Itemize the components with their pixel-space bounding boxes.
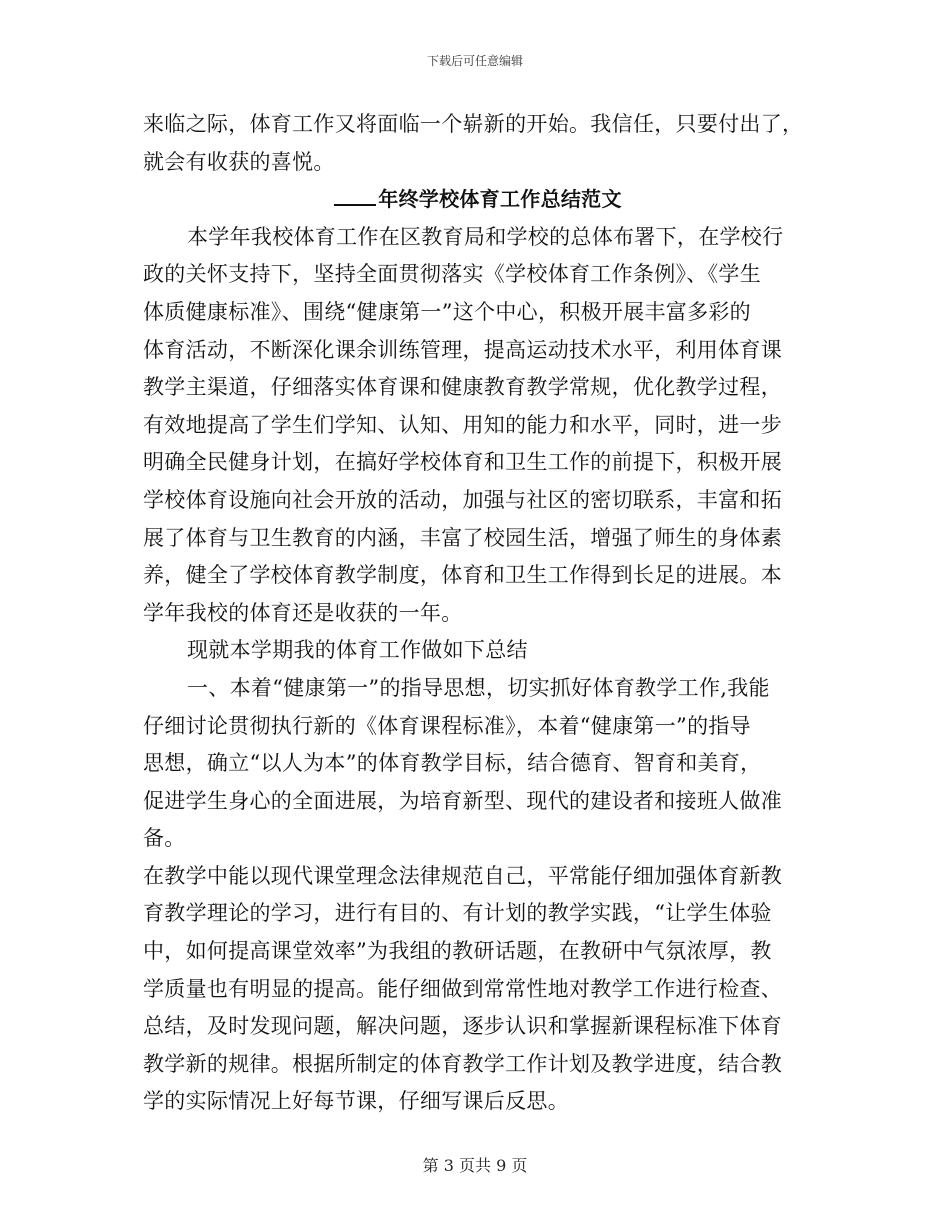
document-body	[143, 106, 813, 1121]
paragraph-line: 展了体育与卫生教育的内涵，丰富了校园生活，增强了师生的身体素	[143, 525, 782, 550]
paragraph-line: 体质健康标准》、围绕“健康第一”这个中心，积极开展丰富多彩的	[143, 299, 751, 324]
paragraph-line: 学年我校的体育还是收获的一年。	[143, 600, 463, 625]
section-title-text: 年终学校体育工作总结范文	[378, 187, 622, 212]
paragraph-line: 本学年我校体育工作在区教育局和学校的总体布署下，在学校行	[187, 224, 784, 249]
paragraph-line: 教学主渠道，仔细落实体育课和健康教育教学常规，优化教学过程，	[143, 375, 782, 400]
paragraph-line: 来临之际，体育工作又将面临一个崭新的开始。我信任，只要付出了，	[143, 112, 804, 136]
page-header: 下载后可任意编辑	[426, 54, 523, 68]
paragraph-line: 有效地提高了学生们学知、认知、用知的能力和水平，同时，进一步	[143, 412, 782, 437]
paragraph-line: 就会有收获的喜悦。	[143, 149, 335, 174]
paragraph-line: 政的关怀支持下，坚持全面贯彻落实《学校体育工作条例》、《学生	[143, 262, 761, 287]
paragraph-line: 在教学中能以现代课堂理念法律规范自己，平常能仔细加强体育新教	[143, 863, 782, 888]
section-title	[143, 181, 813, 219]
paragraph-line: 育教学理论的学习，进行有目的、有计划的教学实践，“让学生体验	[143, 901, 772, 926]
paragraph-line: 学的实际情况上好每节课，仔细写课后反思。	[143, 1089, 569, 1114]
paragraph-line: 明确全民健身计划，在搞好学校体育和卫生工作的前提下，积极开展	[143, 450, 782, 475]
paragraph-line: 现就本学期我的体育工作做如下总结	[187, 638, 528, 663]
paragraph-line: 养，健全了学校体育教学制度，体育和卫生工作得到长足的进展。本	[143, 563, 782, 588]
paragraph-line: 学质量也有明显的提高。能仔细做到常常性地对教学工作进行检查、	[143, 976, 782, 1001]
paragraph-line: 仔细讨论贯彻执行新的《体育课程标准》，本着“健康第一”的指导	[143, 713, 751, 738]
paragraph-line: 中，如何提高课堂效率”为我组的教研话题，在教研中气氛浓厚，教	[143, 939, 772, 964]
paragraph-line: 思想，确立“以人为本”的体育教学目标，结合德育、智育和美育，	[143, 751, 762, 776]
paragraph-line: 备。	[143, 826, 186, 851]
page-footer: 第 3 页共 9 页	[422, 1156, 528, 1175]
paragraph-line: 体育活动，不断深化课余训练管理，提高运动技术水平，利用体育课	[143, 337, 782, 362]
paragraph-line: 总结，及时发现问题，解决问题，逐步认识和掌握新课程标准下体育	[143, 1014, 782, 1039]
paragraph-line: 促进学生身心的全面进展，为培育新型、现代的建设者和接班人做准	[143, 788, 782, 813]
paragraph-line: 教学新的规律。根据所制定的体育教学工作计划及教学进度，结合教	[143, 1051, 782, 1076]
paragraph-line: 一、本着“健康第一”的指导思想，切实抓好体育教学工作,我能	[187, 675, 770, 700]
paragraph-line: 学校体育设施向社会开放的活动，加强与社区的密切联系，丰富和拓	[143, 487, 782, 512]
title-blank-underline	[334, 184, 376, 206]
